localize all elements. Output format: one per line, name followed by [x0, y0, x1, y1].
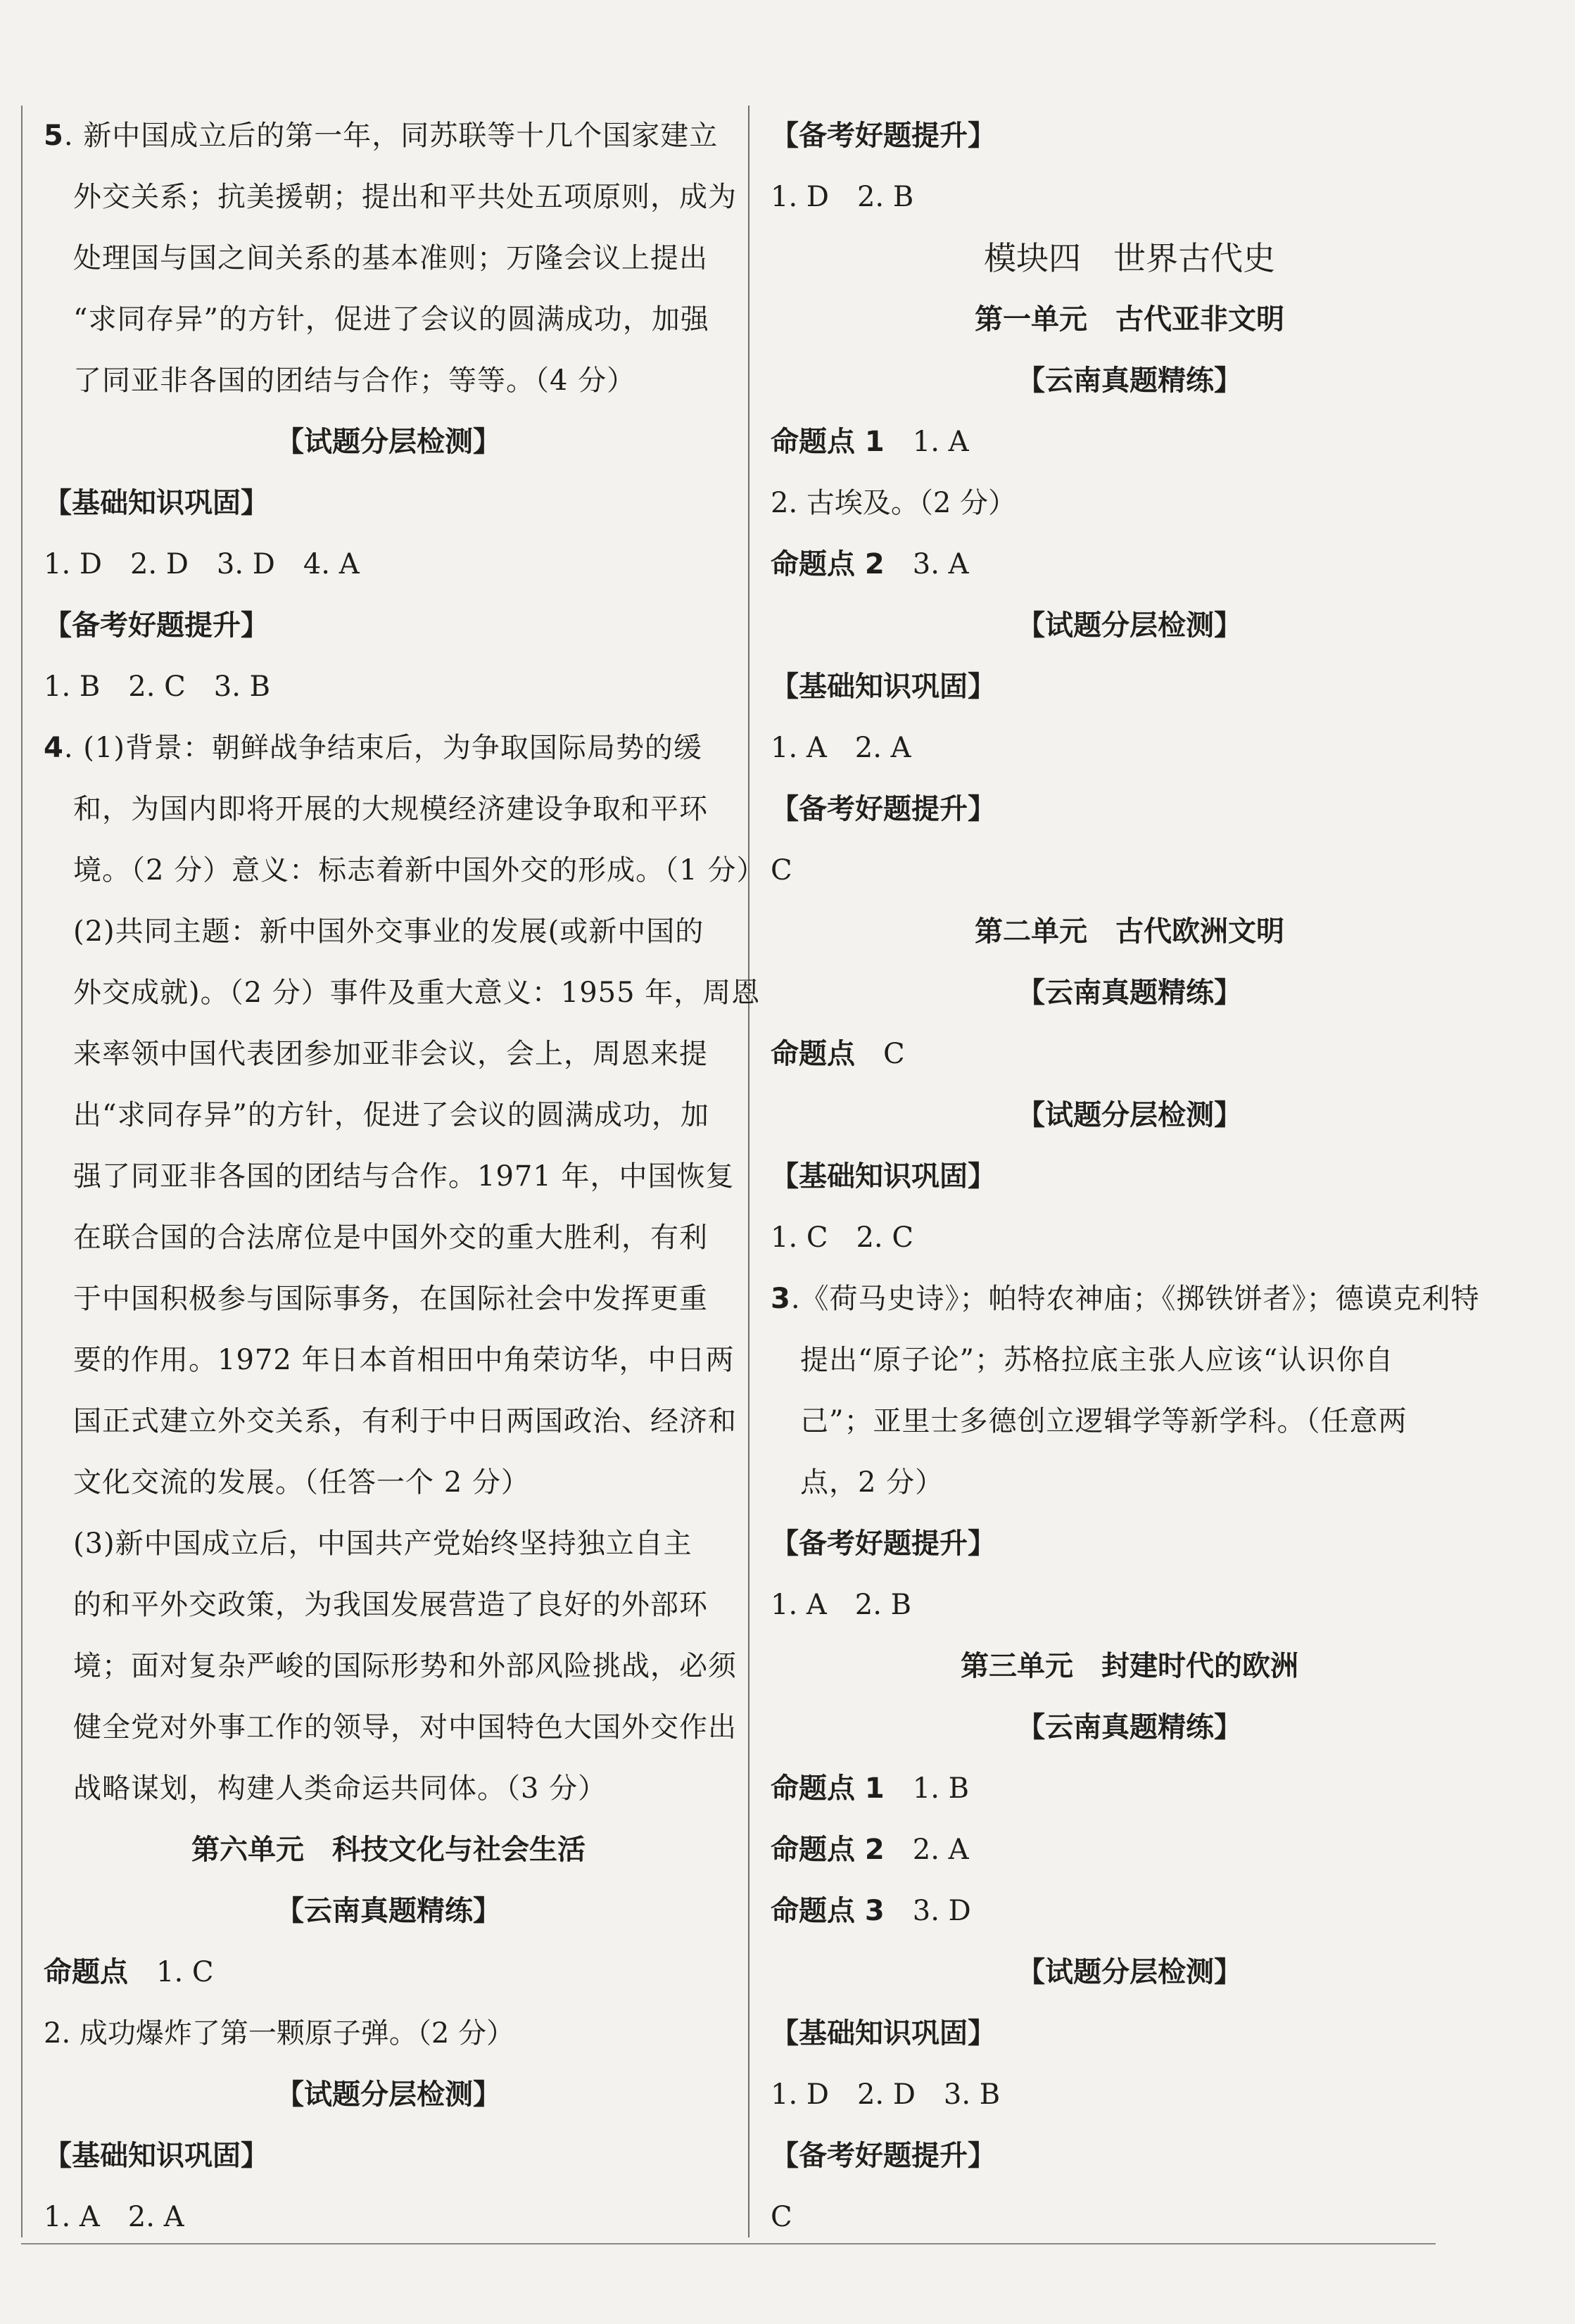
q4-line-12: 国正式建立外交关系，有利于中日两国政治、经济和	[73, 1405, 737, 1437]
yunnan-heading: 【云南真题精练】	[1017, 364, 1242, 397]
column-divider	[748, 106, 749, 2237]
q5-line-5: 了同亚非各国的团结与合作；等等。（4 分）	[73, 364, 636, 397]
basic-answers: 1. D 2. D 3. B	[771, 2078, 1001, 2111]
section-heading: 【试题分层检测】	[276, 426, 501, 458]
q4-line-11: 要的作用。1972 年日本首相田中角荣访华，中日两	[73, 1344, 735, 1376]
q4-line-5: 外交成就)。（2 分）事件及重大意义：1955 年，周恩	[73, 977, 761, 1009]
basic-heading: 【基础知识巩固】	[771, 1160, 996, 1193]
proposition-point: 命题点 3 3. D	[771, 1895, 971, 1927]
left-column	[44, 106, 766, 2233]
improve-answers: 1. B 2. C 3. B	[44, 671, 271, 703]
q4-line-3: 境。（2 分）意义：标志着新中国外交的形成。（1 分）	[73, 854, 766, 887]
basic-heading: 【基础知识巩固】	[771, 671, 996, 703]
basic-heading: 【基础知识巩固】	[771, 2017, 996, 2050]
q4-line-16: 境；面对复杂严峻的国际形势和外部风险挑战，必须	[73, 1650, 737, 1682]
q5-line-2: 外交关系；抗美援朝；提出和平共处五项原则，成为	[73, 181, 737, 213]
q4-line-4: (2)共同主题：新中国外交事业的发展(或新中国的	[73, 915, 704, 948]
q4-line-18: 战略谋划，构建人类命运共同体。（3 分）	[73, 1772, 607, 1805]
q4-line-6: 来率领中国代表团参加亚非会议，会上，周恩来提	[73, 1038, 708, 1070]
proposition-point: 命题点 2 3. A	[771, 548, 969, 580]
proposition-point: 命题点 1. C	[44, 1956, 214, 1988]
q5-line-4: “求同存异”的方针，促进了会议的圆满成功，加强	[73, 303, 709, 336]
improve-heading: 【备考好题提升】	[771, 120, 996, 152]
q4-line-9: 在联合国的合法席位是中国外交的重大胜利，有利	[73, 1221, 708, 1254]
q2-answer: 2. 古埃及。（2 分）	[771, 487, 1017, 519]
unit-title: 第一单元 古代亚非文明	[975, 303, 1284, 336]
q2-answer: 2. 成功爆炸了第一颗原子弹。（2 分）	[44, 2017, 515, 2050]
basic-answers: 1. A 2. A	[44, 2201, 184, 2233]
section-heading: 【试题分层检测】	[1017, 609, 1242, 642]
q5-line-1: 5. 新中国成立后的第一年，同苏联等十几个国家建立	[44, 120, 719, 152]
q4-line-17: 健全党对外事工作的领导，对中国特色大国外交作出	[73, 1711, 737, 1744]
improve-heading: 【备考好题提升】	[771, 793, 996, 825]
basic-answers: 1. D 2. D 3. D 4. A	[44, 548, 360, 580]
improve-answers: C	[771, 2201, 792, 2233]
improve-heading: 【备考好题提升】	[44, 609, 269, 642]
basic-heading: 【基础知识巩固】	[44, 487, 269, 519]
basic-heading: 【基础知识巩固】	[44, 2140, 269, 2172]
improve-answers: C	[771, 854, 792, 887]
basic-answers: 1. C 2. C	[771, 1221, 913, 1254]
section-heading: 【试题分层检测】	[1017, 1099, 1242, 1131]
q3-line-3: 己”；亚里士多德创立逻辑学等新学科。（任意两	[800, 1405, 1408, 1437]
improve-answers: 1. A 2. B	[771, 1589, 912, 1621]
q3-line-2: 提出“原子论”；苏格拉底主张人应该“认识你自	[800, 1344, 1394, 1376]
proposition-point: 命题点 1 1. A	[771, 426, 969, 458]
yunnan-heading: 【云南真题精练】	[276, 1895, 501, 1927]
unit-title: 第六单元 科技文化与社会生活	[191, 1834, 586, 1866]
left-margin-rule	[21, 106, 23, 2237]
improve-heading: 【备考好题提升】	[771, 1528, 996, 1560]
unit-title: 第三单元 封建时代的欧洲	[961, 1650, 1298, 1682]
unit-title: 第二单元 古代欧洲文明	[975, 915, 1284, 948]
q4-line-13: 文化交流的发展。（任答一个 2 分）	[73, 1466, 530, 1499]
q3-line-4: 点，2 分）	[800, 1466, 944, 1499]
section-heading: 【试题分层检测】	[276, 2078, 501, 2111]
yunnan-heading: 【云南真题精练】	[1017, 977, 1242, 1009]
q4-line-8: 强了同亚非各国的团结与合作。1971 年，中国恢复	[73, 1160, 735, 1193]
q4-line-7: 出“求同存异”的方针，促进了会议的圆满成功，加	[73, 1099, 709, 1131]
section-heading: 【试题分层检测】	[1017, 1956, 1242, 1988]
proposition-point: 命题点 1 1. B	[771, 1772, 970, 1805]
q5-line-3: 处理国与国之间关系的基本准则；万隆会议上提出	[73, 242, 708, 274]
improve-heading: 【备考好题提升】	[771, 2140, 996, 2172]
proposition-point: 命题点 2 2. A	[771, 1834, 969, 1866]
proposition-point: 命题点 C	[771, 1038, 905, 1070]
module-title: 模块四 世界古代史	[984, 239, 1275, 277]
basic-answers: 1. A 2. A	[771, 732, 911, 764]
q4-line-14: (3)新中国成立后，中国共产党始终坚持独立自主	[73, 1528, 692, 1560]
q4-line-1: 4. (1)背景：朝鲜战争结束后，为争取国际局势的缓	[44, 732, 702, 764]
right-column	[771, 106, 1488, 2233]
q3-line-1: 3.《荷马史诗》；帕特农神庙；《掷铁饼者》；德谟克利特	[771, 1283, 1480, 1315]
improve-answers: 1. D 2. B	[771, 181, 914, 213]
q4-line-10: 于中国积极参与国际事务，在国际社会中发挥更重	[73, 1283, 708, 1315]
yunnan-heading: 【云南真题精练】	[1017, 1711, 1242, 1744]
q4-line-2: 和，为国内即将开展的大规模经济建设争取和平环	[73, 793, 708, 825]
q4-line-15: 的和平外交政策，为我国发展营造了良好的外部环	[73, 1589, 708, 1621]
